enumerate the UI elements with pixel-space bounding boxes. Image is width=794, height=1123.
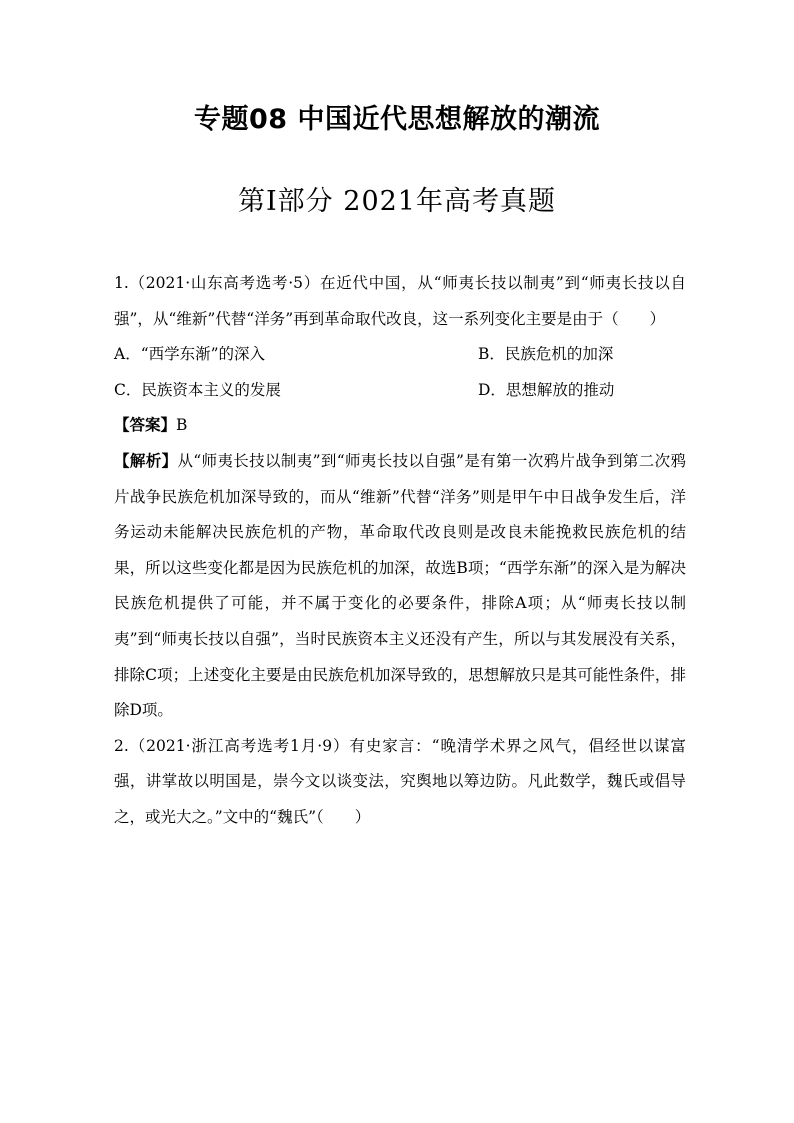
analysis-text: 从“师夷长技以制夷”到“师夷长技以自强”是有第一次鸦片战争到第二次鸦片战争民族危机加深导致的，而从“维新”代替“洋务”则是甲午中日战争发生后，洋务运动未能解决民族危机的产物，革命取代改良则是改良未能挽救民族危机的结果，所以这些变化都是因为民族危机的加深，故选B项；“西学东渐”的深入是为解决民族危机提供了可能，并不属于变化的必要条件，排除A项；从“师夷长技以制夷”到“师夷长技以自强”，当时民族资本主义还没有产生，所以与其发展没有关系，排除C项；上述变化主要是由民族危机加深导致的，思想解放只是其可能性条件，排除D项。: [114, 451, 686, 720]
question-2-stem: 2.（2021·浙江高考选考1月·9）有史家言：“晚清学术界之风气，倡经世以谋富强，讲掌故以明国是，崇今文以谈变法，究舆地以筹边防。凡此数学，魏氏或倡导之，或光大之。”文中的“魏氏”（ ）: [114, 736, 686, 826]
question-1-analysis: [114, 444, 686, 729]
section-subtitle: 第Ⅰ部分 2021年高考真题: [238, 186, 556, 217]
option-b: B．民族危机的加深: [478, 345, 614, 364]
option-d: D．思想解放的推动: [478, 380, 615, 399]
question-1-answer: [114, 408, 686, 444]
option-c: C．民族资本主义的发展: [114, 380, 281, 399]
option-a: A．“西学东渐”的深入: [114, 345, 266, 364]
question-1-stem: 1.（2021·山东高考选考·5）在近代中国，从“师夷长技以制夷”到“师夷长技以自强”，从“维新”代替“洋务”再到革命取代改良，这一系列变化主要是由于（ ）: [114, 274, 686, 328]
analysis-label: 【解析】: [114, 451, 178, 470]
answer-label: 【答案】: [114, 416, 177, 435]
answer-value: B: [176, 416, 188, 435]
question-1-options: [114, 337, 686, 408]
document-title: 专题08 中国近代思想解放的潮流: [194, 104, 600, 135]
document-body: [114, 266, 686, 836]
